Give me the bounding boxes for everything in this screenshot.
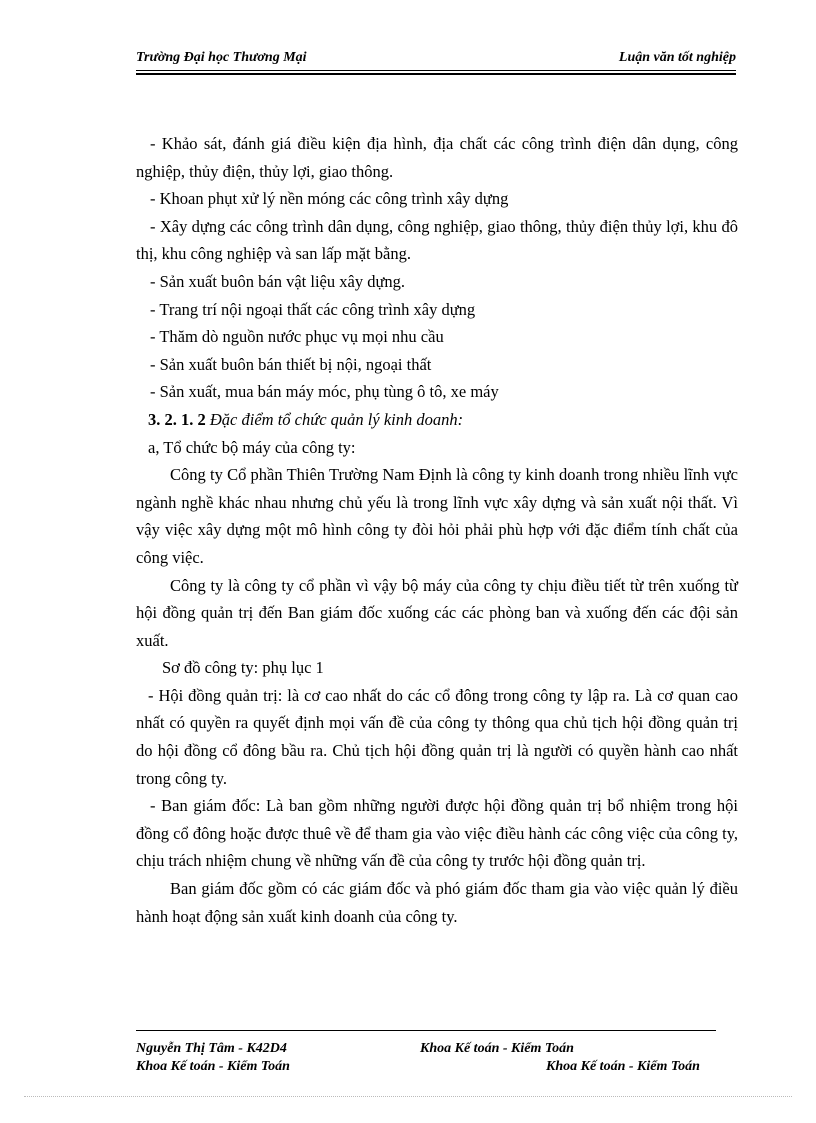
page-bottom-dotted-line bbox=[24, 1096, 792, 1097]
section-number: 3. 2. 1. 2 bbox=[148, 409, 206, 429]
paragraph: - Sản xuất, mua bán máy móc, phụ tùng ô tô, xe máy bbox=[150, 382, 499, 402]
paragraph: - Thăm dò nguồn nước phục vụ mọi nhu cầu bbox=[150, 327, 444, 347]
paragraph: Công ty Cổ phần Thiên Trường Nam Định là công ty kinh doanh trong nhiều lĩnh vực ngành nghề khác nhau nhưng chủ yếu là trong lĩnh vực xây dựng và sản xuất nội thất. Vì vậy việc xây dựng một mô hình công ty đòi hỏi phải phù hợp với đặc điểm tính chất của công việc. bbox=[136, 465, 738, 567]
header-school: Trường Đại học Thương Mại bbox=[136, 50, 307, 65]
paragraph: - Hội đồng quản trị: là cơ cao nhất do các cổ đông trong công ty lập ra. Là cơ quan cao nhất có quyền ra quyết định mọi vấn đề của công ty thông qua chủ tịch hội đồng quản trị do hội đồng cổ đông bầu ra. Chủ tịch hội đồng quản trị là người có quyền hành cao nhất trong công ty. bbox=[136, 685, 738, 788]
paragraph: - Ban giám đốc: Là ban gồm những người được hội đồng quản trị bổ nhiệm trong hội đồng cổ đông hoặc được thuê về để tham gia vào việc điều hành các công việc của công ty, chịu trách nhiệm chung về những vấn đề của công ty trước hội đồng quản trị. bbox=[136, 796, 738, 871]
section-heading bbox=[136, 406, 738, 434]
paragraph: a, Tổ chức bộ máy của công ty: bbox=[148, 437, 356, 457]
footer-department-right: Khoa Kế toán - Kiểm Toán bbox=[546, 1059, 700, 1074]
footer-department-left: Khoa Kế toán - Kiểm Toán bbox=[136, 1059, 290, 1074]
paragraph: - Trang trí nội ngoại thất các công trình xây dựng bbox=[150, 299, 476, 319]
footer-rule bbox=[136, 1030, 716, 1031]
header-rule-thick bbox=[136, 73, 736, 75]
header-rule bbox=[136, 70, 736, 71]
header-doc-type: Luận văn tốt nghiệp bbox=[618, 50, 736, 65]
page-body bbox=[136, 130, 738, 930]
paragraph: Sơ đồ công ty: phụ lục 1 bbox=[162, 658, 324, 678]
paragraph: - Sản xuất buôn bán thiết bị nội, ngoại thất bbox=[150, 354, 432, 374]
section-title: Đặc điểm tổ chức quản lý kinh doanh: bbox=[209, 409, 464, 429]
paragraph: - Sản xuất buôn bán vật liệu xây dựng. bbox=[150, 271, 406, 291]
footer-author: Nguyễn Thị Tâm - K42D4 bbox=[136, 1041, 287, 1056]
paragraph: Công ty là công ty cổ phần vì vậy bộ máy của công ty chịu điều tiết từ trên xuống từ hội đồng quản trị đến Ban giám đốc xuống các các phòng ban và xuống đến các đội sản xuất. bbox=[136, 575, 738, 650]
paragraph: - Khảo sát, đánh giá điều kiện địa hình, địa chất các công trình điện dân dụng, công nghiệp, thủy điện, thủy lợi, giao thông. bbox=[136, 134, 738, 181]
footer-department-center: Khoa Kế toán - Kiểm Toán bbox=[420, 1041, 574, 1056]
paragraph: - Xây dựng các công trình dân dụng, công nghiệp, giao thông, thủy điện thủy lợi, khu đô thị, khu công nghiệp và san lấp mặt bằng. bbox=[136, 216, 738, 264]
paragraph: - Khoan phụt xử lý nền móng các công trình xây dựng bbox=[150, 189, 509, 209]
paragraph: Ban giám đốc gồm có các giám đốc và phó giám đốc tham gia vào việc quản lý điều hành hoạt động sản xuất kinh doanh của công ty. bbox=[136, 879, 738, 926]
